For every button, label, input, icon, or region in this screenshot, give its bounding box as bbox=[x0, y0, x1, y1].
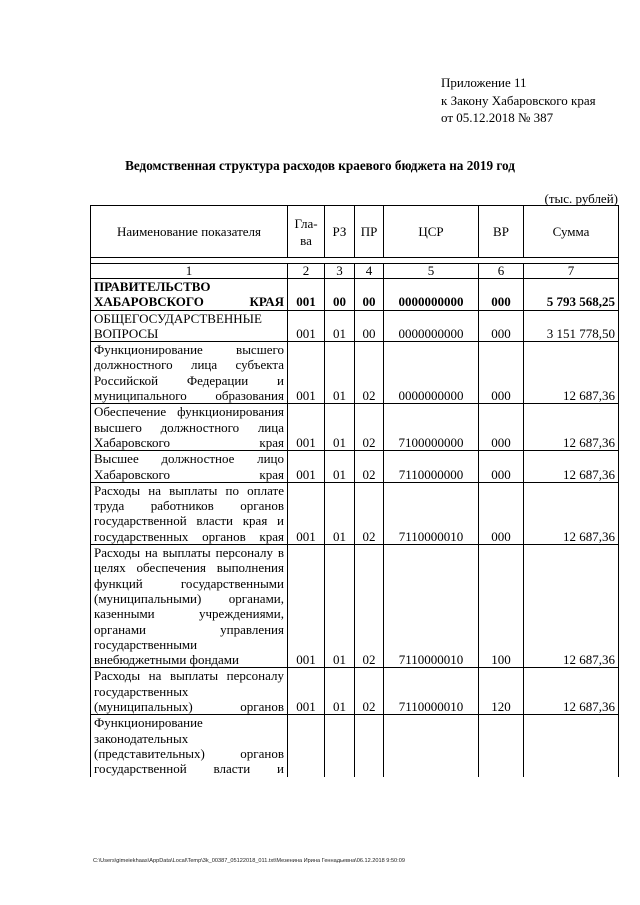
header-sum: Сумма bbox=[524, 206, 619, 258]
row-chapter: 001 bbox=[288, 404, 325, 451]
column-number: 6 bbox=[479, 264, 524, 279]
header-rz: РЗ bbox=[325, 206, 355, 258]
row-vr: 000 bbox=[479, 404, 524, 451]
row-vr: 000 bbox=[479, 482, 524, 544]
annex-line-1: Приложение 11 bbox=[441, 75, 527, 90]
annex-block bbox=[441, 74, 596, 127]
row-chapter: 001 bbox=[288, 482, 325, 544]
row-sum: 12 687,36 bbox=[524, 451, 619, 483]
table-row bbox=[91, 668, 619, 715]
budget-table bbox=[90, 205, 619, 777]
row-vr: 100 bbox=[479, 545, 524, 668]
row-rz: 01 bbox=[325, 545, 355, 668]
row-csr: 7110000010 bbox=[384, 668, 479, 715]
row-vr: 000 bbox=[479, 342, 524, 404]
row-rz: 01 bbox=[325, 451, 355, 483]
table-row bbox=[91, 310, 619, 342]
header-chapter: Гла-ва bbox=[288, 206, 325, 258]
row-vr: 000 bbox=[479, 310, 524, 342]
row-sum: 3 151 778,50 bbox=[524, 310, 619, 342]
row-name: ПРАВИТЕЛЬСТВО ХАБАРОВСКОГО КРАЯ bbox=[91, 279, 288, 311]
table-row bbox=[91, 404, 619, 451]
row-name: Расходы на выплаты по оплате труда работников органов государственной власти края и государственных органов края bbox=[91, 482, 288, 544]
table-row bbox=[91, 545, 619, 668]
row-rz bbox=[325, 715, 355, 777]
column-number: 5 bbox=[384, 264, 479, 279]
row-pr: 00 bbox=[355, 310, 384, 342]
document-title: Ведомственная структура расходов краевого бюджета на 2019 год bbox=[125, 158, 515, 173]
row-chapter: 001 bbox=[288, 668, 325, 715]
row-csr: 7110000000 bbox=[384, 451, 479, 483]
row-pr: 02 bbox=[355, 404, 384, 451]
row-sum: 12 687,36 bbox=[524, 668, 619, 715]
header-pr: ПР bbox=[355, 206, 384, 258]
row-vr: 000 bbox=[479, 279, 524, 311]
row-csr: 7110000010 bbox=[384, 482, 479, 544]
column-number: 3 bbox=[325, 264, 355, 279]
row-csr bbox=[384, 715, 479, 777]
row-chapter bbox=[288, 715, 325, 777]
row-chapter: 001 bbox=[288, 545, 325, 668]
table-row bbox=[91, 451, 619, 483]
row-sum: 12 687,36 bbox=[524, 545, 619, 668]
row-sum bbox=[524, 715, 619, 777]
header-vr: ВР bbox=[479, 206, 524, 258]
row-rz: 00 bbox=[325, 279, 355, 311]
column-number: 1 bbox=[91, 264, 288, 279]
annex-line-2: к Закону Хабаровского края bbox=[441, 92, 596, 108]
column-number: 2 bbox=[288, 264, 325, 279]
row-sum: 12 687,36 bbox=[524, 342, 619, 404]
row-vr bbox=[479, 715, 524, 777]
row-chapter: 001 bbox=[288, 310, 325, 342]
row-name: Функционирование высшего должностного лица субъекта Российской Федерации и муниципального образования bbox=[91, 342, 288, 404]
row-pr: 00 bbox=[355, 279, 384, 311]
row-rz: 01 bbox=[325, 668, 355, 715]
row-chapter: 001 bbox=[288, 342, 325, 404]
table-row bbox=[91, 342, 619, 404]
row-sum: 5 793 568,25 bbox=[524, 279, 619, 311]
header-name: Наименование показателя bbox=[91, 206, 288, 258]
header-csr: ЦСР bbox=[384, 206, 479, 258]
row-csr: 7100000000 bbox=[384, 404, 479, 451]
row-pr bbox=[355, 715, 384, 777]
row-pr: 02 bbox=[355, 482, 384, 544]
row-rz: 01 bbox=[325, 342, 355, 404]
header-row bbox=[91, 206, 619, 258]
row-name: ОБЩЕГОСУДАРСТВЕННЫЕ ВОПРОСЫ bbox=[91, 310, 288, 342]
row-vr: 120 bbox=[479, 668, 524, 715]
row-sum: 12 687,36 bbox=[524, 482, 619, 544]
row-name: Обеспечение функционирования высшего должностного лица Хабаровского края bbox=[91, 404, 288, 451]
row-csr: 0000000000 bbox=[384, 342, 479, 404]
row-rz: 01 bbox=[325, 404, 355, 451]
row-csr: 7110000010 bbox=[384, 545, 479, 668]
table-row bbox=[91, 715, 619, 777]
row-name: Расходы на выплаты персоналу в целях обеспечения выполнения функций государственными (муниципальными) органами, казенными учреждениями, органами управления государственными внебюджетными фондами bbox=[91, 545, 288, 668]
row-pr: 02 bbox=[355, 545, 384, 668]
row-rz: 01 bbox=[325, 310, 355, 342]
row-name: Функционирование законодательных (представительных) органов государственной власти и bbox=[91, 715, 288, 777]
column-number: 4 bbox=[355, 264, 384, 279]
annex-line-3: от 05.12.2018 № 387 bbox=[441, 110, 554, 125]
row-name: Высшее должностное лицо Хабаровского края bbox=[91, 451, 288, 483]
row-pr: 02 bbox=[355, 668, 384, 715]
row-csr: 0000000000 bbox=[384, 279, 479, 311]
row-csr: 0000000000 bbox=[384, 310, 479, 342]
row-sum: 12 687,36 bbox=[524, 404, 619, 451]
table-row bbox=[91, 482, 619, 544]
row-pr: 02 bbox=[355, 342, 384, 404]
row-chapter: 001 bbox=[288, 279, 325, 311]
column-number: 7 bbox=[524, 264, 619, 279]
row-vr: 000 bbox=[479, 451, 524, 483]
row-chapter: 001 bbox=[288, 451, 325, 483]
file-path-footer: C:\Users\gimeiekhaas\AppData\Local\Temp\3k_00387_05122018_011.txt\Мезенина Ирина Геннадьевна\06.12.2018 9:50:09 bbox=[93, 858, 405, 864]
row-pr: 02 bbox=[355, 451, 384, 483]
table-row bbox=[91, 279, 619, 311]
units-label: (тыс. рублей) bbox=[544, 191, 618, 206]
column-number-row bbox=[91, 264, 619, 279]
row-name: Расходы на выплаты персоналу государственных (муниципальных) органов bbox=[91, 668, 288, 715]
row-rz: 01 bbox=[325, 482, 355, 544]
